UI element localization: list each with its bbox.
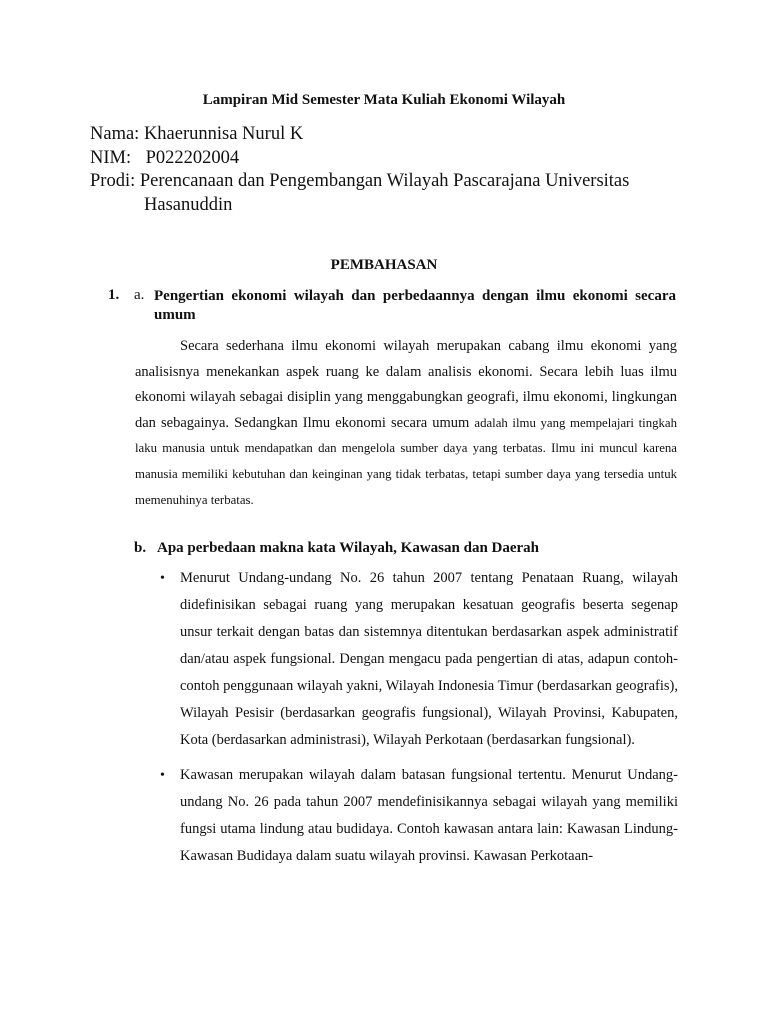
- document-title: Lampiran Mid Semester Mata Kuliah Ekonomi Wilayah: [202, 92, 566, 108]
- nim-value: P022202004: [145, 147, 240, 168]
- bullet-icon: •: [160, 571, 165, 586]
- subquestion-b-label: b.: [134, 540, 147, 556]
- prodi-value: Perencanaan dan Pengembangan Wilayah Pascarajana Universitas: [139, 171, 630, 191]
- prodi-line: [90, 170, 629, 194]
- prodi-label: Prodi:: [90, 171, 136, 191]
- list-item: [158, 762, 678, 870]
- question-number: 1.: [108, 287, 120, 303]
- bullet-list: [158, 565, 678, 878]
- bullet-text-wilayah: Menurut Undang-undang No. 26 tahun 2007 tentang Penataan Ruang, wilayah didefinisikan sebagai ruang yang merupakan kesatuan geografis beserta segenap unsur terkait dengan batas dan sistemnya ditentukan berdasarkan aspek administratif dan/atau aspek fungsional. Dengan mengacu pada pengertian di atas, adapun contoh-contoh penggunaan wilayah yakni, Wilayah Indonesia Timur (berdasarkan geografis), Wilayah Pesisir (berdasarkan geografis fungsional), Wilayah Provinsi, Kabupaten, Kota (berdasarkan administrasi), Wilayah Perkotaan (berdasarkan fungsional).: [180, 570, 678, 748]
- subquestion-a-heading: Pengertian ekonomi wilayah dan perbedaannya dengan ilmu ekonomi secara umum: [154, 288, 676, 323]
- identity-block: [90, 123, 629, 217]
- list-item: [158, 565, 678, 754]
- nama-line: [90, 123, 629, 147]
- bullet-icon: •: [160, 768, 165, 783]
- answer-paragraph: [135, 334, 677, 513]
- answer-paragraph-part1: Secara sederhana ilmu ekonomi wilayah merupakan cabang ilmu ekonomi yang analisisnya menekankan aspek ruang ke dalam analisis ekonomi. Secara lebih luas ilmu ekonomi wilayah sebagai disiplin yang menggabungkan geografi, ilmu ekonomi, lingkungan dan sebagainya. Sedangkan Ilmu ekonomi secara umum: [135, 338, 677, 431]
- nim-label: NIM:: [90, 147, 132, 168]
- nama-label: Nama:: [90, 124, 140, 144]
- answer-paragraph-part2: adalah ilmu yang mempelajari tingkah laku manusia untuk mendapatkan dan mengelola sumber daya yang terbatas. Ilmu ini muncul karena manusia memiliki kebutuhan dan keinginan yang tidak terbatas, tetapi sumber daya yang tersedia untuk memenuhinya terbatas.: [135, 415, 677, 507]
- subquestion-a-label: a.: [134, 287, 145, 303]
- section-title: PEMBAHASAN: [330, 257, 438, 273]
- subquestion-b-heading: Apa perbedaan makna kata Wilayah, Kawasan dan Daerah: [157, 540, 540, 556]
- nim-line: [90, 147, 629, 171]
- prodi-value-continued: Hasanuddin: [144, 194, 233, 215]
- nama-value: Khaerunnisa Nurul K: [143, 124, 304, 144]
- bullet-text-kawasan: Kawasan merupakan wilayah dalam batasan fungsional tertentu. Menurut Undang-undang No. 26 pada tahun 2007 mendefinisikannya sebagai wilayah yang memiliki fungsi utama lindung atau budidaya. Contoh kawasan antara lain: Kawasan Lindung-Kawasan Budidaya dalam suatu wilayah provinsi. Kawasan Perkotaan-: [180, 767, 678, 864]
